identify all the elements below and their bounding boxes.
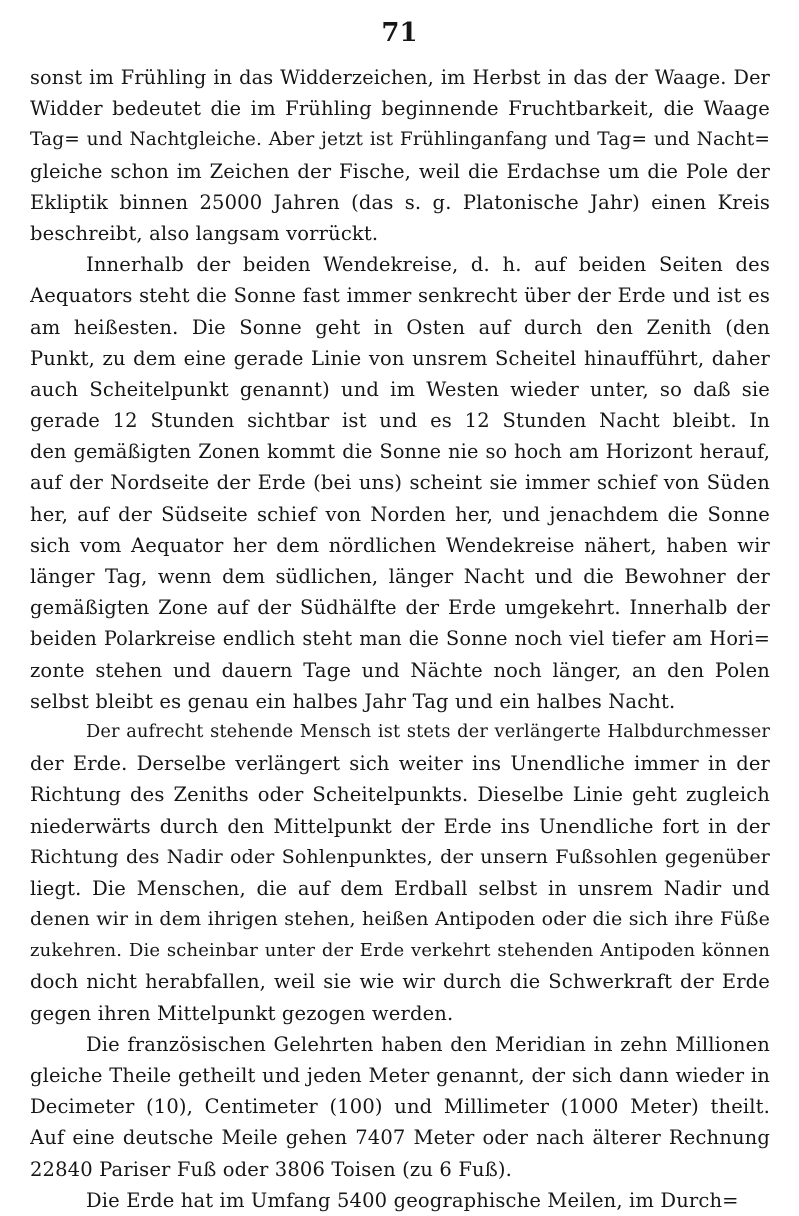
page-number: 71 xyxy=(381,18,418,48)
text-line: am heißesten. Die Sonne geht in Osten auf durch den Zenith (den xyxy=(30,315,770,339)
text-line: Richtung des Zeniths oder Scheitelpunkts. Dieselbe Linie geht zugleich xyxy=(30,783,770,807)
text-line: Widder bedeutet die im Frühling beginnende Fruchtbarkeit, die Waage xyxy=(30,97,770,121)
text-line: Decimeter (10), Centimeter (100) und Millimeter (1000 Meter) theilt. xyxy=(30,1095,770,1119)
text-line: länger Tag, wenn dem südlichen, länger Nacht und die Bewohner der xyxy=(30,565,770,588)
text-line: Punkt, zu dem eine gerade Linie von unsrem Scheitel hinaufführt, daher xyxy=(30,346,770,370)
text-line: zonte stehen und dauern Tage und Nächte noch länger, an den Polen xyxy=(30,658,770,682)
text-line: beiden Polarkreise endlich steht man die Sonne noch viel tiefer am Hori= xyxy=(30,627,770,651)
text-line: Der aufrecht stehende Mensch ist stets der verlängerte Halbdurchmesser xyxy=(86,721,770,742)
paragraph xyxy=(30,717,770,1029)
text-line: gleiche Theile getheilt und jeden Meter genannt, der sich dann wieder in xyxy=(30,1064,770,1087)
text-line: gerade 12 Stunden sichtbar ist und es 12 Stunden Nacht bleibt. In xyxy=(30,409,770,433)
text-line: gemäßigten Zone auf der Südhälfte der Erde umgekehrt. Innerhalb der xyxy=(30,596,770,620)
paragraph xyxy=(30,249,770,717)
text-line: zukehren. Die scheinbar unter der Erde verkehrt stehenden Antipoden können xyxy=(30,940,770,962)
text-line: denen wir in dem ihrigen stehen, heißen Antipoden oder die sich ihre Füße xyxy=(30,908,770,931)
text-line: den gemäßigten Zonen kommt die Sonne nie so hoch am Horizont herauf, xyxy=(30,440,770,464)
paragraph xyxy=(30,1029,770,1185)
text-line: Die französischen Gelehrten haben den Meridian in zehn Millionen xyxy=(86,1032,770,1056)
text-line: gegen ihren Mittelpunkt gezogen werden. xyxy=(30,1001,454,1025)
text-line: Ekliptik binnen 25000 Jahren (das s. g. Platonische Jahr) einen Kreis xyxy=(30,190,770,214)
text-line: beschreibt, also langsam vorrückt. xyxy=(30,221,379,245)
paragraph xyxy=(30,1185,770,1216)
text-line: sich vom Aequator her dem nördlichen Wendekreise nähert, haben wir xyxy=(30,533,770,557)
paragraph xyxy=(30,62,770,249)
text-line: auf der Nordseite der Erde (bei uns) scheint sie immer schief von Süden xyxy=(30,471,770,495)
text-line: 22840 Pariser Fuß oder 3806 Toisen (zu 6 Fuß). xyxy=(30,1157,512,1181)
text-line: sonst im Frühling in das Widderzeichen, im Herbst in das der Waage. Der xyxy=(30,66,770,89)
text-line: her, auf der Südseite schief von Norden her, und jenachdem die Sonne xyxy=(30,502,770,526)
body-text xyxy=(30,62,770,1216)
text-line: niederwärts durch den Mittelpunkt der Erde ins Unendliche fort in der xyxy=(30,814,770,838)
text-line: Die Erde hat im Umfang 5400 geographische Meilen, im Durch= xyxy=(86,1188,739,1212)
text-line: gleiche schon im Zeichen der Fische, weil die Erdachse um die Pole der xyxy=(30,159,770,183)
text-line: Aequators steht die Sonne fast immer senkrecht über der Erde und ist es xyxy=(30,284,770,308)
text-line: Innerhalb der beiden Wendekreise, d. h. auf beiden Seiten des xyxy=(86,253,770,277)
text-line: doch nicht herabfallen, weil sie wie wir durch die Schwerkraft der Erde xyxy=(30,970,770,994)
text-line: auch Scheitelpunkt genannt) und im Westen wieder unter, so daß sie xyxy=(30,377,770,401)
text-line: selbst bleibt es genau ein halbes Jahr Tag und ein halbes Nacht. xyxy=(30,689,676,713)
text-line: der Erde. Derselbe verlängert sich weiter ins Unendliche immer in der xyxy=(30,752,770,776)
text-line: Richtung des Nadir oder Sohlenpunktes, der unsern Fußsohlen gegenüber xyxy=(30,845,770,868)
text-line: liegt. Die Menschen, die auf dem Erdball selbst in unsrem Nadir und xyxy=(30,876,770,900)
text-line: Auf eine deutsche Meile gehen 7407 Meter oder nach älterer Rechnung xyxy=(30,1126,770,1150)
text-line: Tag= und Nachtgleiche. Aber jetzt ist Frühlinganfang und Tag= und Nacht= xyxy=(30,129,770,151)
